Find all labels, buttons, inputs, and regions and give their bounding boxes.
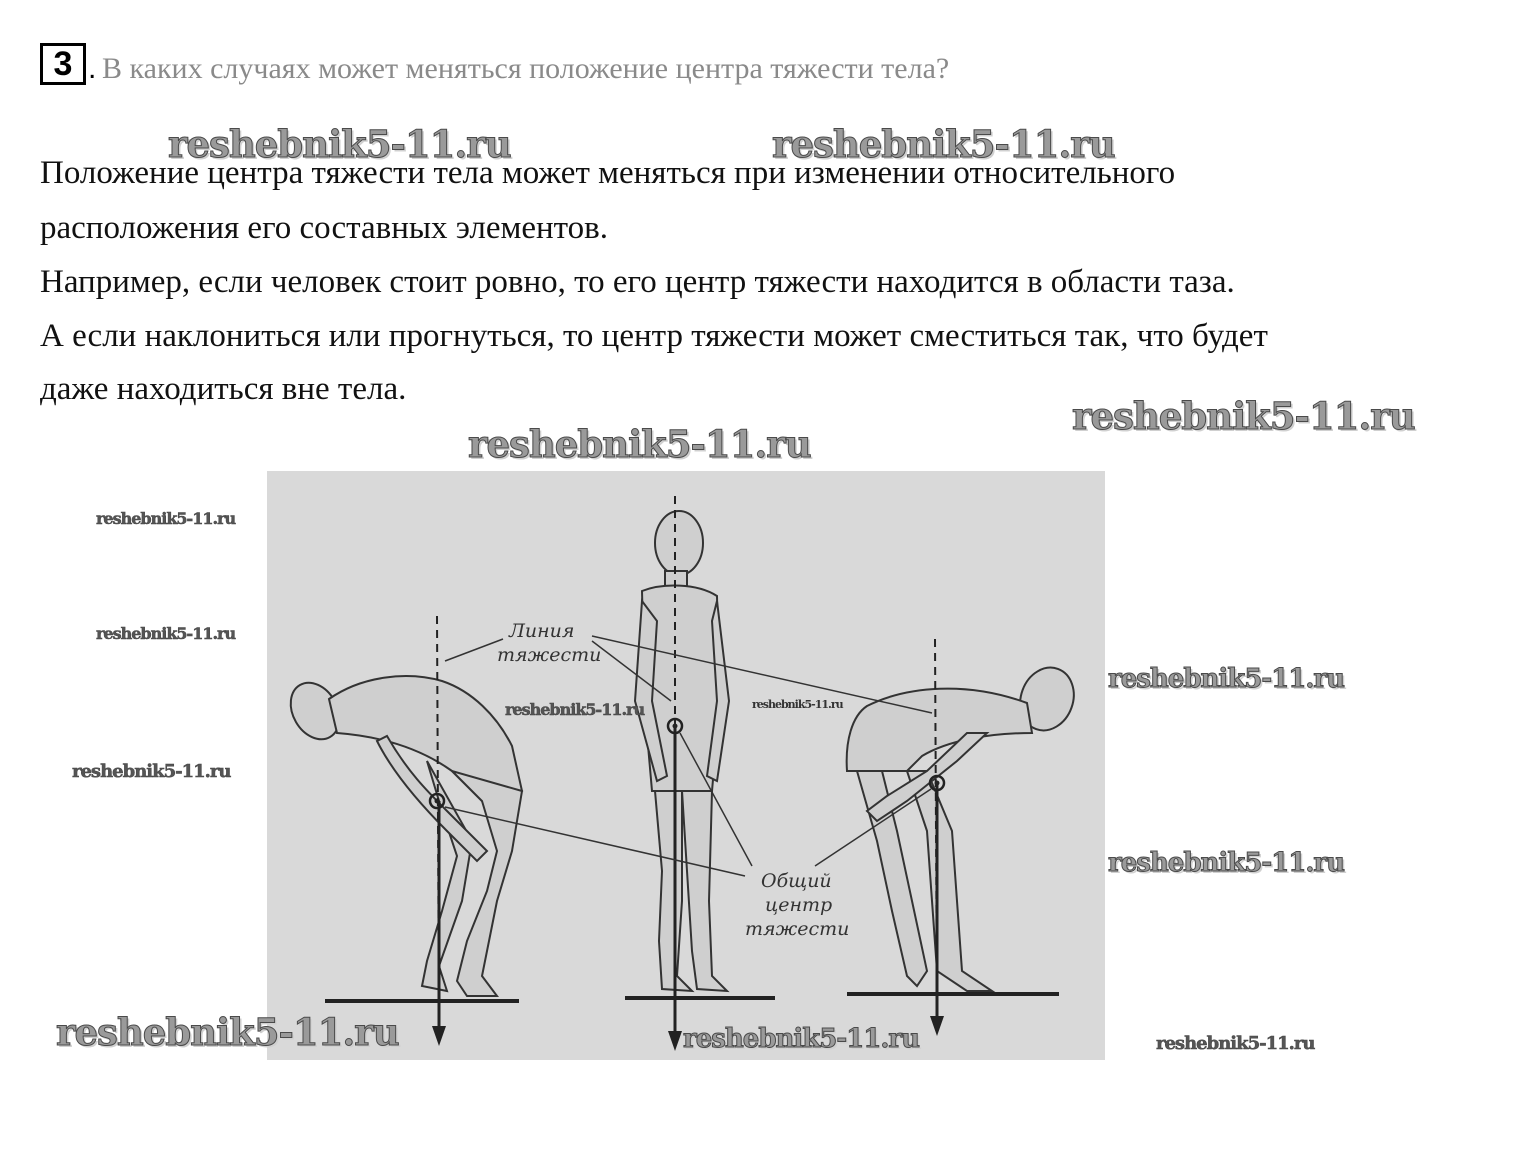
label-center-3: тяжести: [745, 918, 850, 940]
answer-line-4: А если наклониться или прогнуться, то центр тяжести может сместиться так, что будет: [40, 318, 1268, 354]
label-gravity-line-2: тяжести: [497, 644, 602, 666]
answer-line-1: Положение центра тяжести тела может меняться при изменении относительного: [40, 155, 1176, 191]
watermark: reshebnik5-11.ru: [683, 1024, 920, 1054]
watermark: reshebnik5-11.ru: [468, 422, 811, 466]
watermark: reshebnik5-11.ru: [1156, 1033, 1315, 1054]
watermark: reshebnik5-11.ru: [168, 122, 511, 166]
watermark: reshebnik5-11.ru: [505, 700, 645, 719]
watermark: reshebnik5-11.ru: [56, 1010, 399, 1054]
label-gravity-line-1: Линия: [509, 620, 575, 642]
watermark: reshebnik5-11.ru: [96, 509, 236, 528]
label-center-2: центр: [765, 894, 833, 916]
watermark: reshebnik5-11.ru: [1108, 848, 1345, 878]
label-center-1: Общий: [761, 870, 832, 892]
question-number-dot: .: [88, 52, 97, 85]
watermark: reshebnik5-11.ru: [752, 698, 843, 711]
watermark: reshebnik5-11.ru: [1072, 394, 1415, 438]
question-text: В каких случаях может меняться положение центра тяжести тела?: [102, 52, 950, 85]
answer-line-2: расположения его составных элементов.: [40, 210, 608, 246]
answer-line-3: Например, если человек стоит ровно, то его центр тяжести находится в области таза.: [40, 264, 1235, 300]
watermark: reshebnik5-11.ru: [96, 624, 236, 643]
question-number: 3: [40, 43, 86, 85]
watermark: reshebnik5-11.ru: [772, 122, 1115, 166]
watermark: reshebnik5-11.ru: [72, 761, 231, 782]
answer-line-5: даже находиться вне тела.: [40, 371, 407, 407]
center-of-gravity-illustration: [267, 471, 1105, 1060]
watermark: reshebnik5-11.ru: [1108, 664, 1345, 694]
